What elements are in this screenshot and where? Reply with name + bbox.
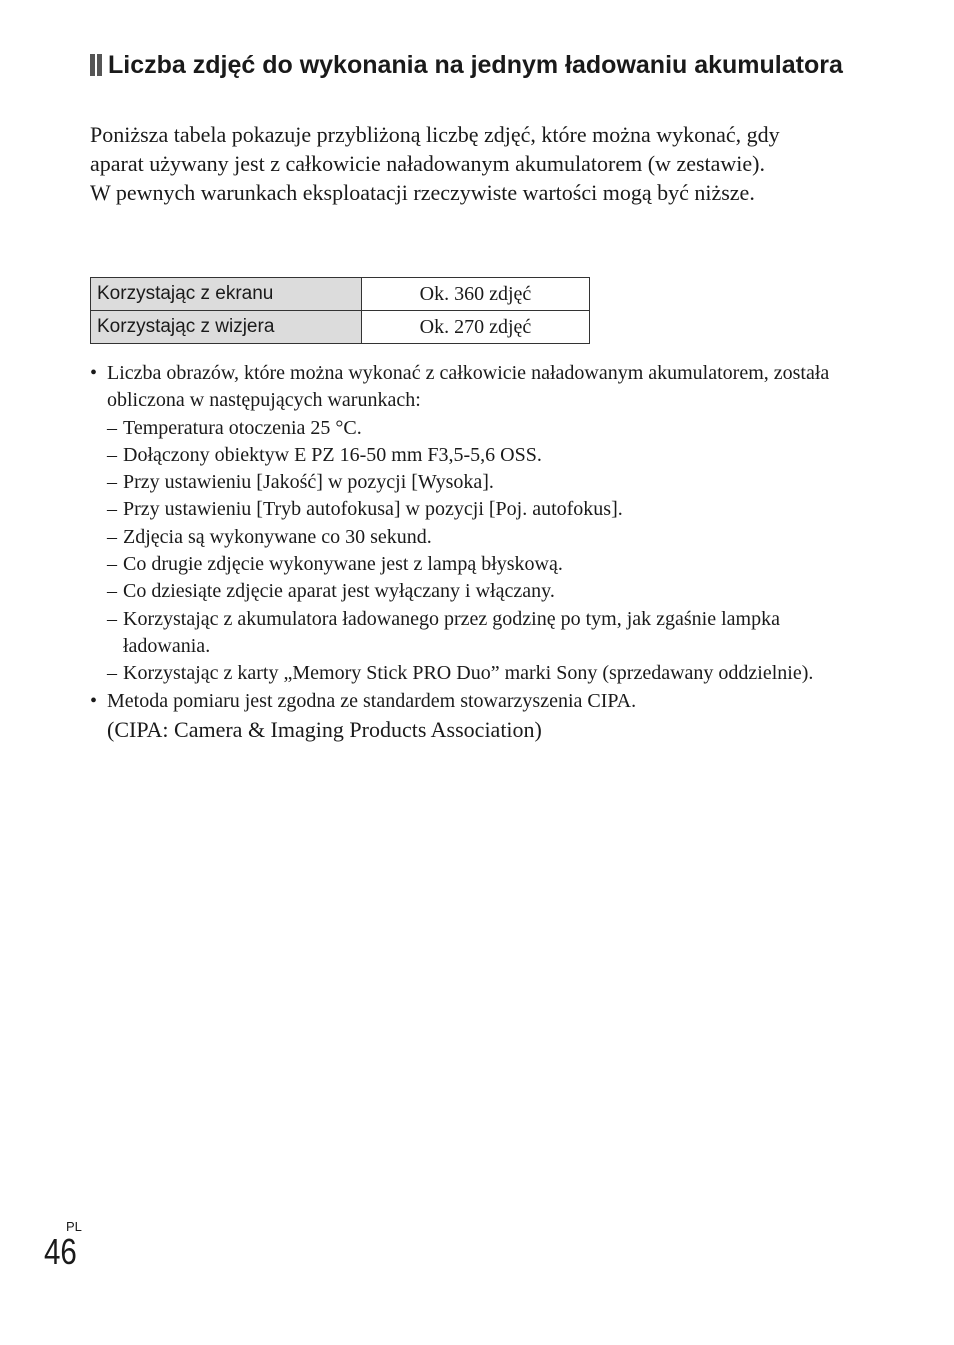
dash-icon: – [107, 471, 117, 494]
table-cell-label: Korzystając z wizjera [91, 311, 362, 344]
condition-item [107, 578, 850, 605]
section-title: Liczba zdjęć do wykonania na jednym ładowaniu akumulatora [108, 51, 843, 79]
table-cell-label: Korzystając z ekranu [91, 278, 362, 311]
shot-count-table [90, 277, 590, 344]
condition-text: Przy ustawieniu [Jakość] w pozycji [Wysoka]. [123, 471, 494, 494]
condition-text: Zdjęcia są wykonywane co 30 sekund. [123, 525, 432, 548]
condition-text: Dołączony obiektyw E PZ 16-50 mm F3,5-5,6 OSS. [123, 443, 542, 466]
condition-item [107, 524, 850, 551]
bullet-icon: • [90, 362, 98, 384]
note-text: Liczba obrazów, które można wykonać z całkowicie naładowanym akumulatorem, została obliczona w następujących warunkach: [107, 362, 830, 412]
condition-item [107, 469, 850, 496]
condition-item [107, 551, 850, 578]
dash-icon: – [107, 416, 117, 439]
condition-item [107, 606, 850, 661]
table-cell-value: Ok. 360 zdjęć [362, 278, 590, 311]
intro-text [90, 120, 830, 207]
intro-paragraph-2: W pewnych warunkach eksploatacji rzeczywiste wartości mogą być niższe. [90, 180, 755, 205]
note-text: Metoda pomiaru jest zgodna ze standardem stowarzyszenia CIPA. [107, 689, 637, 712]
bullet-icon: • [90, 689, 98, 712]
dash-icon: – [107, 525, 117, 548]
dash-icon: – [107, 607, 117, 630]
condition-text: Temperatura otoczenia 25 °C. [123, 416, 362, 439]
condition-item [107, 415, 850, 442]
dash-icon: – [107, 498, 117, 521]
page-language-label: PL [66, 1219, 82, 1234]
notes-list [90, 360, 850, 744]
note-item [90, 688, 850, 744]
section-marker-icon [90, 54, 102, 76]
intro-paragraph-1: Poniższa tabela pokazuje przybliżoną liczbę zdjęć, które można wykonać, gdy aparat używany jest z całkowicie naładowanym akumulatorem (w zestawie). [90, 122, 780, 176]
section-heading [90, 50, 850, 81]
table-row [91, 311, 590, 344]
condition-item [107, 496, 850, 523]
dash-icon: – [107, 553, 117, 576]
table-row [91, 278, 590, 311]
dash-icon: – [107, 662, 117, 685]
page-number: 46 [44, 1231, 77, 1272]
cipa-note: (CIPA: Camera & Imaging Products Association) [107, 716, 542, 742]
condition-item [107, 660, 850, 687]
condition-text: Co drugie zdjęcie wykonywane jest z lampą błyskową. [123, 553, 563, 576]
condition-text: Co dziesiąte zdjęcie aparat jest wyłączany i włączany. [123, 580, 555, 603]
condition-text: Korzystając z akumulatora ładowanego przez godzinę po tym, jak zgaśnie lampka ładowania. [123, 607, 780, 657]
table-cell-value: Ok. 270 zdjęć [362, 311, 590, 344]
note-item [90, 360, 850, 688]
dash-icon: – [107, 443, 117, 466]
condition-text: Korzystając z karty „Memory Stick PRO Duo” marki Sony (sprzedawany oddzielnie). [123, 662, 814, 685]
condition-text: Przy ustawieniu [Tryb autofokusa] w pozycji [Poj. autofokus]. [123, 498, 623, 521]
dash-icon: – [107, 580, 117, 603]
condition-item [107, 442, 850, 469]
